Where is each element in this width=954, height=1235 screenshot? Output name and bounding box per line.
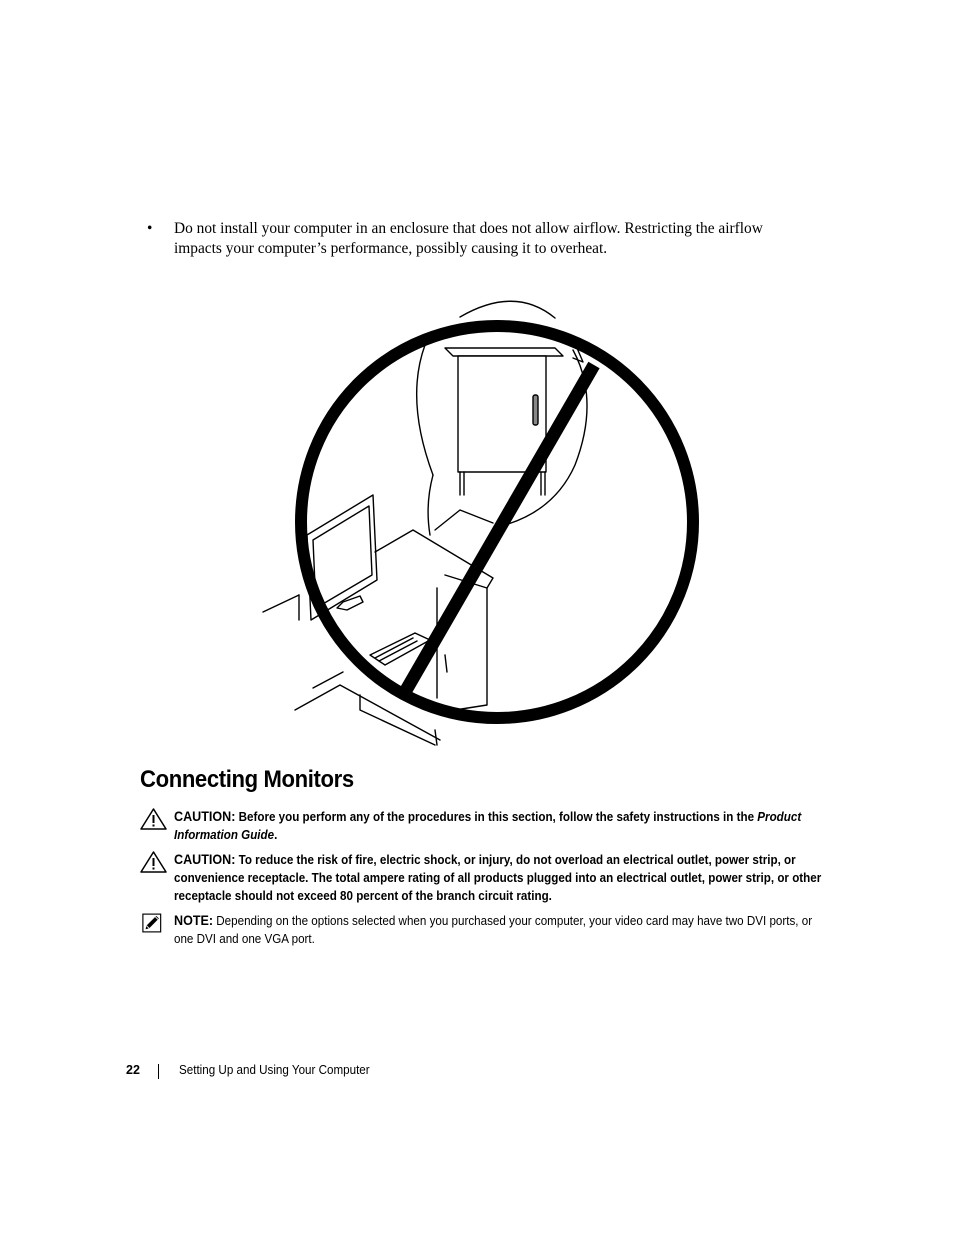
page-number: 22 [126, 1063, 140, 1077]
note-label: NOTE: [174, 913, 214, 928]
section-title: Connecting Monitors [140, 766, 354, 793]
caution-label: CAUTION: [174, 852, 236, 867]
caution-notice [140, 808, 820, 844]
enclosure-prohibited-figure [255, 290, 705, 755]
pencil-note-icon [142, 912, 166, 934]
caution-notice [140, 851, 820, 905]
chapter-title: Setting Up and Using Your Computer [179, 1063, 370, 1077]
cabinet [445, 348, 563, 495]
note-text: Depending on the options selected when you purchased your computer, your video card may have two DVI ports, or one DVI and one VGA port. [174, 914, 813, 946]
airflow-arc [460, 301, 555, 318]
bullet-item [147, 219, 787, 259]
note-notice [140, 912, 820, 948]
caution-text: To reduce the risk of fire, electric shock, or injury, do not overload an electrical outlet, power strip, or convenience receptacle. The total ampere rating of all products plugged into an electrical outlet, power strip, or other receptacle should not exceed 80 percent of the branch circuit rating. [174, 853, 822, 903]
caution-label: CAUTION: [174, 809, 236, 824]
product-guide-title: Product Information Guide [174, 810, 802, 842]
warning-triangle-icon [140, 851, 167, 873]
bullet-text: Do not install your computer in an enclosure that does not allow airflow. Restricting the airflow impacts your computer’s performance, possibly causing it to overheat. [174, 220, 763, 257]
caution-end: . [274, 828, 278, 842]
bullet-marker: • [147, 220, 153, 237]
warning-triangle-icon [140, 808, 167, 830]
footer-divider [158, 1064, 159, 1079]
caution-text: Before you perform any of the procedures in this section, follow the safety instructions in the [235, 810, 758, 824]
